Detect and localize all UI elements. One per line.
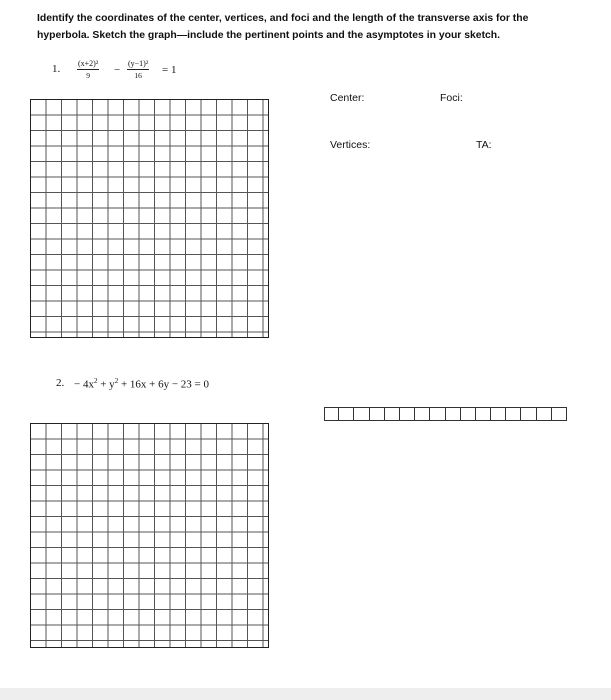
fraction-2-numerator: (y−1)² — [128, 59, 149, 68]
exponent-1: 2 — [93, 377, 98, 385]
answer-cell[interactable] — [385, 407, 400, 421]
answer-cell[interactable] — [476, 407, 491, 421]
graph-grid-2[interactable] — [30, 423, 269, 648]
answer-box-strip[interactable] — [324, 407, 567, 421]
answer-cell[interactable] — [370, 407, 385, 421]
problem-2-number: 2. — [56, 377, 65, 389]
answer-cell[interactable] — [339, 407, 354, 421]
term-c: + 16x + 6y − 23 = 0 — [118, 378, 210, 391]
answer-cell[interactable] — [446, 407, 461, 421]
answer-cell[interactable] — [324, 407, 339, 421]
answer-cell[interactable] — [521, 407, 536, 421]
instructions-text: Identify the coordinates of the center, vertices, and foci and the length of the transverse axis for the hyperbola. Sketch the graph—include the pertinent points and the asymptotes in your sketch. — [37, 13, 529, 41]
answer-cell[interactable] — [415, 407, 430, 421]
minus-sign: − — [114, 64, 121, 76]
answer-cell[interactable] — [461, 407, 476, 421]
answer-cell[interactable] — [400, 407, 415, 421]
fraction-1-numerator: (x+2)² — [78, 59, 99, 68]
answer-cell[interactable] — [491, 407, 506, 421]
graph-grid-1[interactable] — [30, 99, 269, 338]
equals-one: = 1 — [162, 64, 177, 76]
answer-cell[interactable] — [552, 407, 567, 421]
term-b: + y — [97, 378, 115, 391]
fraction-1-denominator: 9 — [86, 71, 90, 80]
fraction-1 — [77, 59, 99, 80]
foci-label: Foci: — [440, 92, 463, 104]
problem-2-expression — [74, 377, 209, 391]
fraction-2 — [127, 59, 149, 80]
answer-cell[interactable] — [506, 407, 521, 421]
answer-cell[interactable] — [430, 407, 445, 421]
answer-cell[interactable] — [537, 407, 552, 421]
exponent-2: 2 — [114, 377, 119, 385]
center-label: Center: — [330, 92, 365, 104]
vertices-label: Vertices: — [330, 139, 371, 151]
fraction-2-denominator: 16 — [134, 71, 142, 80]
term-a: − 4x — [74, 378, 94, 391]
page-bottom-edge — [0, 688, 611, 700]
problem-1-number: 1. — [52, 63, 61, 75]
answer-cell[interactable] — [354, 407, 369, 421]
ta-label: TA: — [476, 139, 492, 151]
